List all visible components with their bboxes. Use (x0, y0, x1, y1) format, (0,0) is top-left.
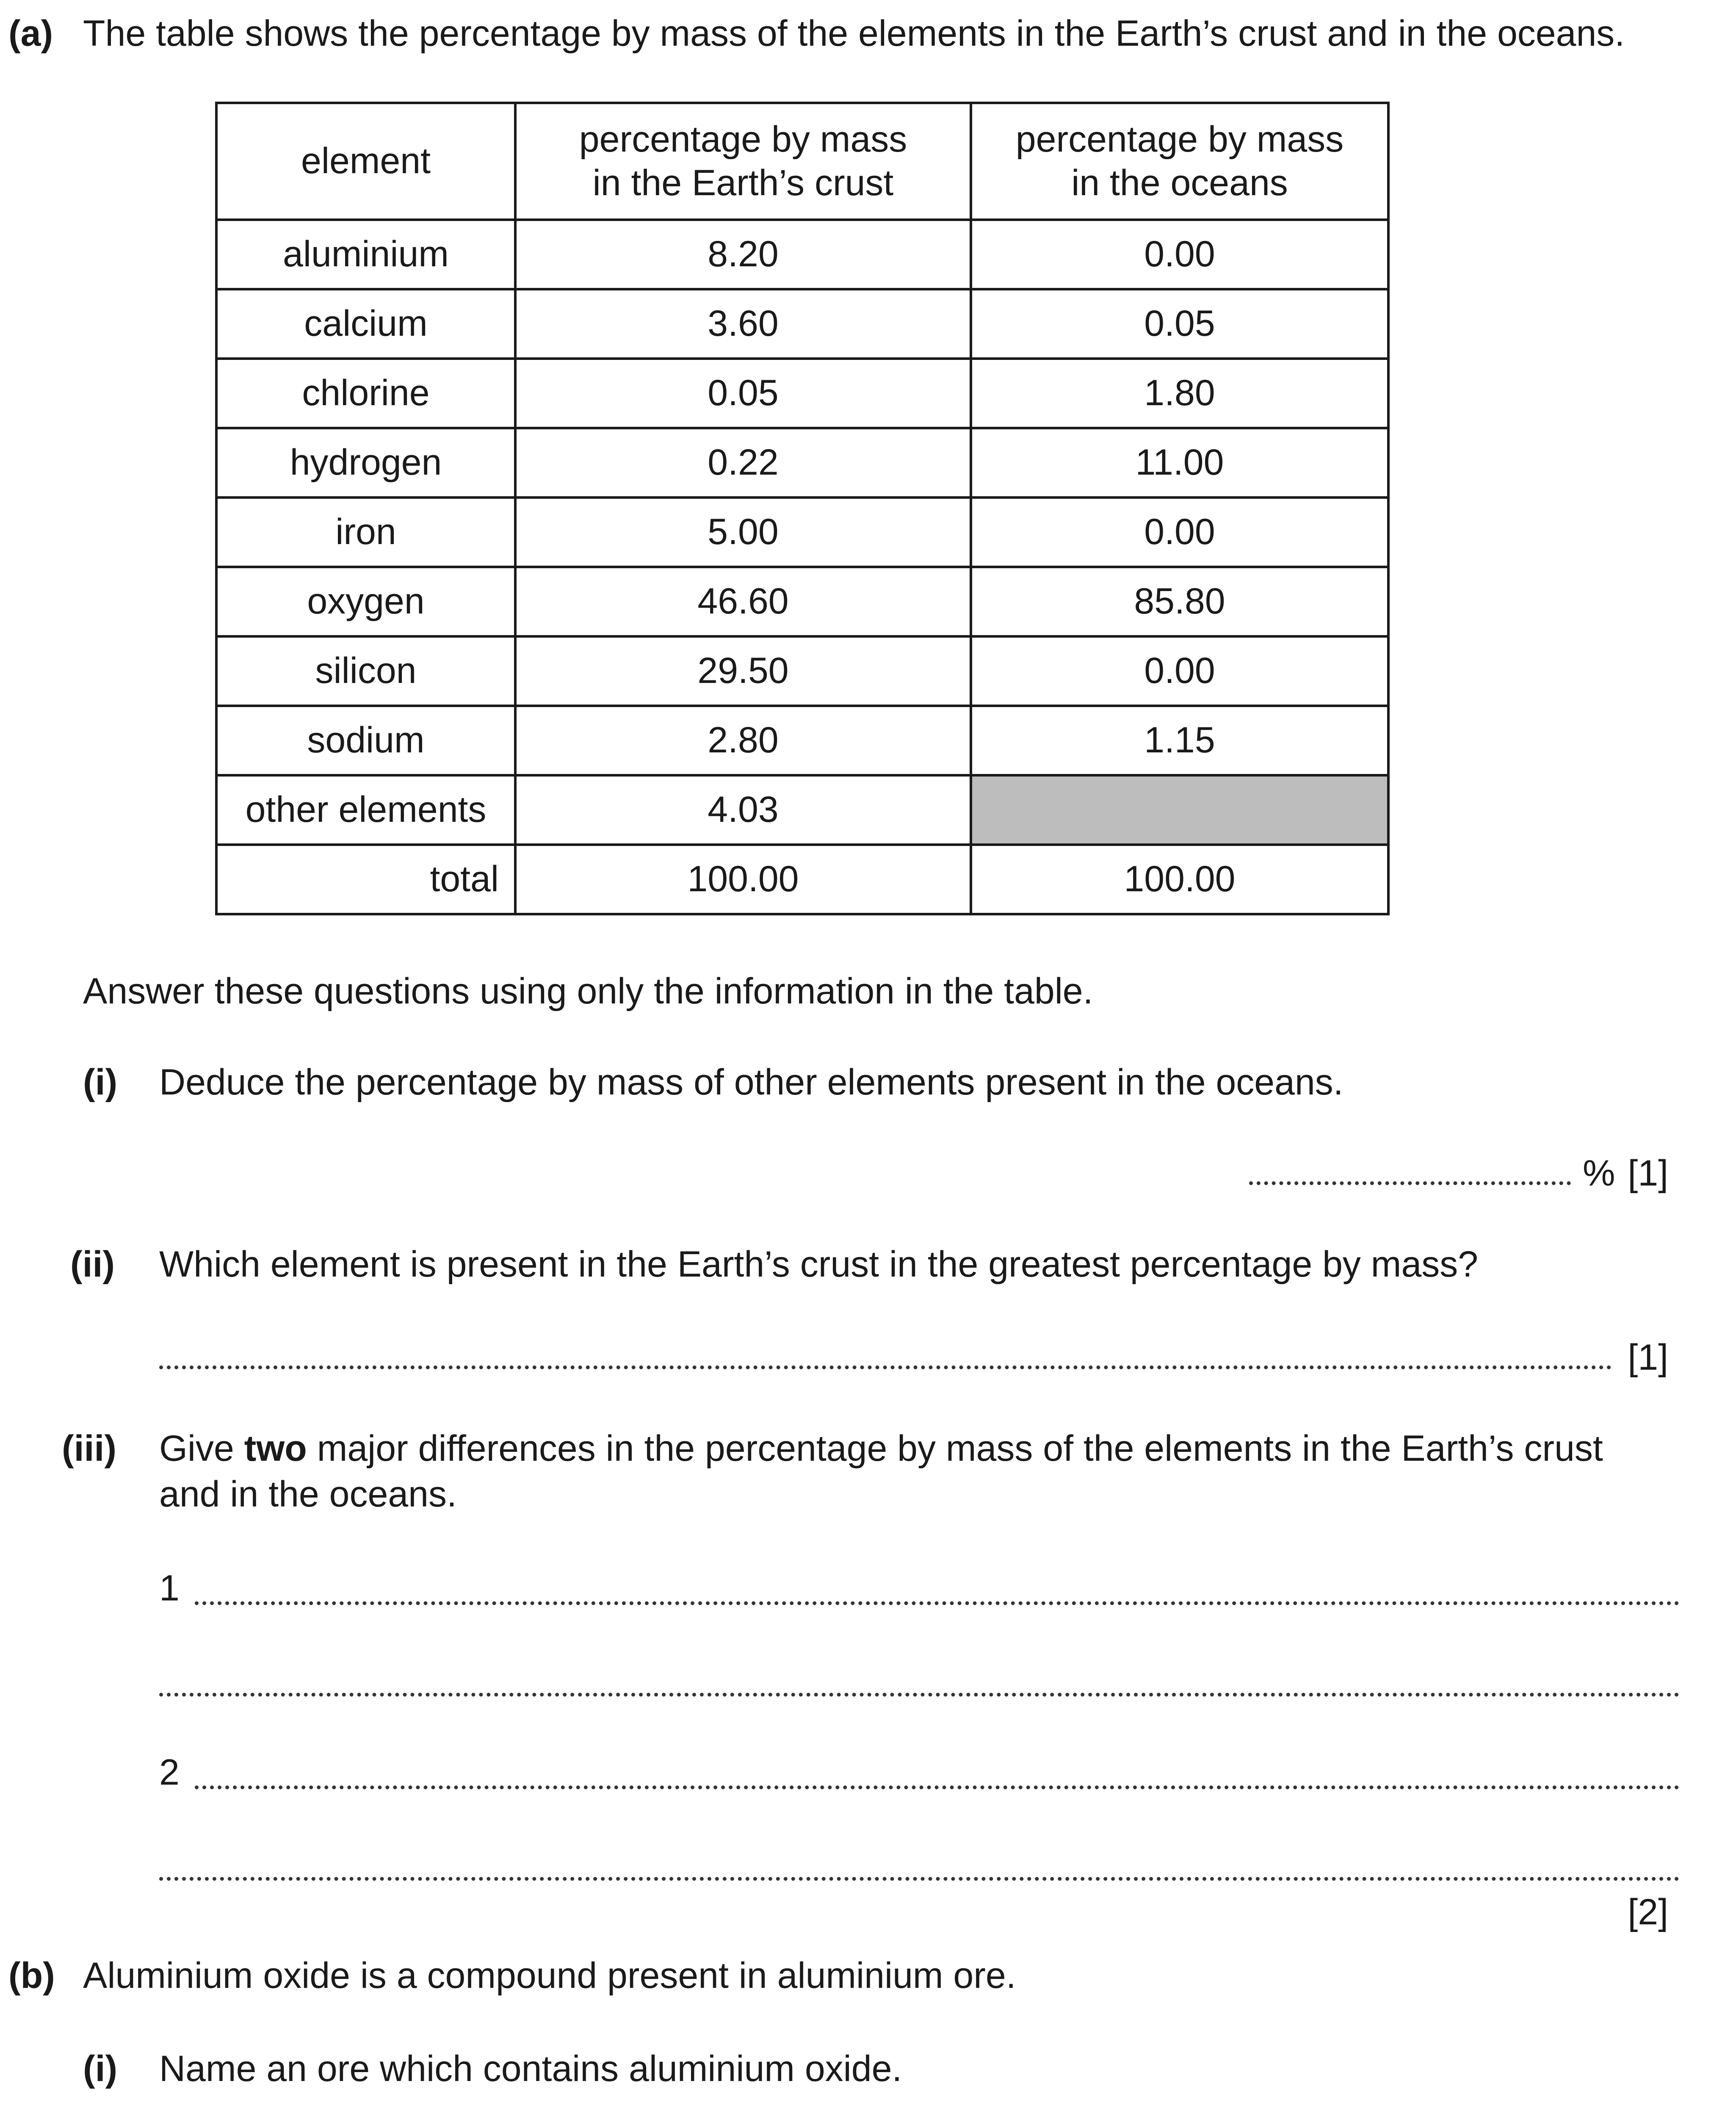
cell-oceans: 0.00 (971, 220, 1388, 289)
table-row (216, 775, 1388, 845)
marks-a-i: [1] (1628, 1153, 1668, 1194)
cell-element: sodium (216, 706, 515, 775)
q-b-i-label: (i) (83, 2048, 118, 2089)
cell-element: calcium (216, 289, 515, 359)
cell-crust: 5.00 (515, 497, 971, 567)
marks-a-ii: [1] (1628, 1337, 1668, 1378)
answer-line-diff-2b[interactable] (159, 1877, 1679, 1881)
cell-oceans: 0.00 (971, 497, 1388, 567)
shaded-answer-cell (971, 775, 1388, 845)
cell-oceans: 0.00 (971, 636, 1388, 706)
marks-a-iii: [2] (1628, 1892, 1668, 1932)
cell-element: iron (216, 497, 515, 567)
part-b-intro: Aluminium oxide is a compound present in aluminium ore. (83, 1955, 1016, 1996)
header-element: element (216, 103, 515, 220)
percent-unit: % (1583, 1153, 1615, 1194)
table-total-row (216, 845, 1388, 914)
q-a-ii-text: Which element is present in the Earth’s crust in the greatest percentage by mass? (159, 1244, 1479, 1285)
elements-table (215, 102, 1390, 915)
table-row (216, 359, 1388, 428)
cell-crust: 2.80 (515, 706, 971, 775)
cell-crust: 29.50 (515, 636, 971, 706)
answer-line-a-ii[interactable] (159, 1365, 1612, 1369)
table-row (216, 497, 1388, 567)
cell-crust: 46.60 (515, 567, 971, 636)
cell-oceans: 85.80 (971, 567, 1388, 636)
instruction-text: Answer these questions using only the information in the table. (83, 971, 1093, 1012)
cell-total-crust: 100.00 (515, 845, 971, 914)
answer-line-diff-1b[interactable] (159, 1693, 1679, 1697)
cell-crust: 0.05 (515, 359, 971, 428)
answer-line-diff-1a[interactable] (195, 1601, 1679, 1605)
table-row (216, 428, 1388, 497)
q-b-i-text: Name an ore which contains aluminium oxide. (159, 2048, 902, 2089)
q-a-iii-text: Give two major differences in the percentage by mass of the elements in the Earth’s crust (159, 1428, 1603, 1469)
part-b-label: (b) (8, 1955, 55, 1996)
table-row (216, 636, 1388, 706)
table-row (216, 220, 1388, 289)
cell-oceans: 1.15 (971, 706, 1388, 775)
cell-total-oceans: 100.00 (971, 845, 1388, 914)
table-row (216, 567, 1388, 636)
difference-number-1: 1 (159, 1568, 180, 1608)
part-a-intro: The table shows the percentage by mass of the elements in the Earth’s crust and in the oceans. (83, 13, 1625, 54)
cell-element: aluminium (216, 220, 515, 289)
cell-element: other elements (216, 775, 515, 845)
answer-line-diff-2a[interactable] (195, 1785, 1679, 1789)
q-a-iii-label: (iii) (62, 1428, 116, 1469)
q-a-i-text: Deduce the percentage by mass of other elements present in the oceans. (159, 1062, 1343, 1103)
cell-oceans: 1.80 (971, 359, 1388, 428)
cell-crust: 4.03 (515, 775, 971, 845)
answer-line-a-i[interactable] (1249, 1181, 1571, 1185)
q-a-iii-text-line2: and in the oceans. (159, 1474, 457, 1515)
cell-element: hydrogen (216, 428, 515, 497)
difference-number-2: 2 (159, 1752, 180, 1793)
header-oceans: percentage by mass in the oceans (971, 103, 1388, 220)
cell-total-label: total (216, 845, 515, 914)
cell-oceans: 11.00 (971, 428, 1388, 497)
part-a-label: (a) (8, 13, 53, 54)
cell-element: silicon (216, 636, 515, 706)
cell-element: chlorine (216, 359, 515, 428)
table-row (216, 289, 1388, 359)
cell-element: oxygen (216, 567, 515, 636)
q-a-i-label: (i) (83, 1062, 118, 1103)
cell-crust: 3.60 (515, 289, 971, 359)
cell-crust: 0.22 (515, 428, 971, 497)
header-crust: percentage by mass in the Earth’s crust (515, 103, 971, 220)
table-header-row (216, 103, 1388, 220)
cell-crust: 8.20 (515, 220, 971, 289)
table-row (216, 706, 1388, 775)
cell-oceans: 0.05 (971, 289, 1388, 359)
q-a-ii-label: (ii) (70, 1244, 115, 1285)
